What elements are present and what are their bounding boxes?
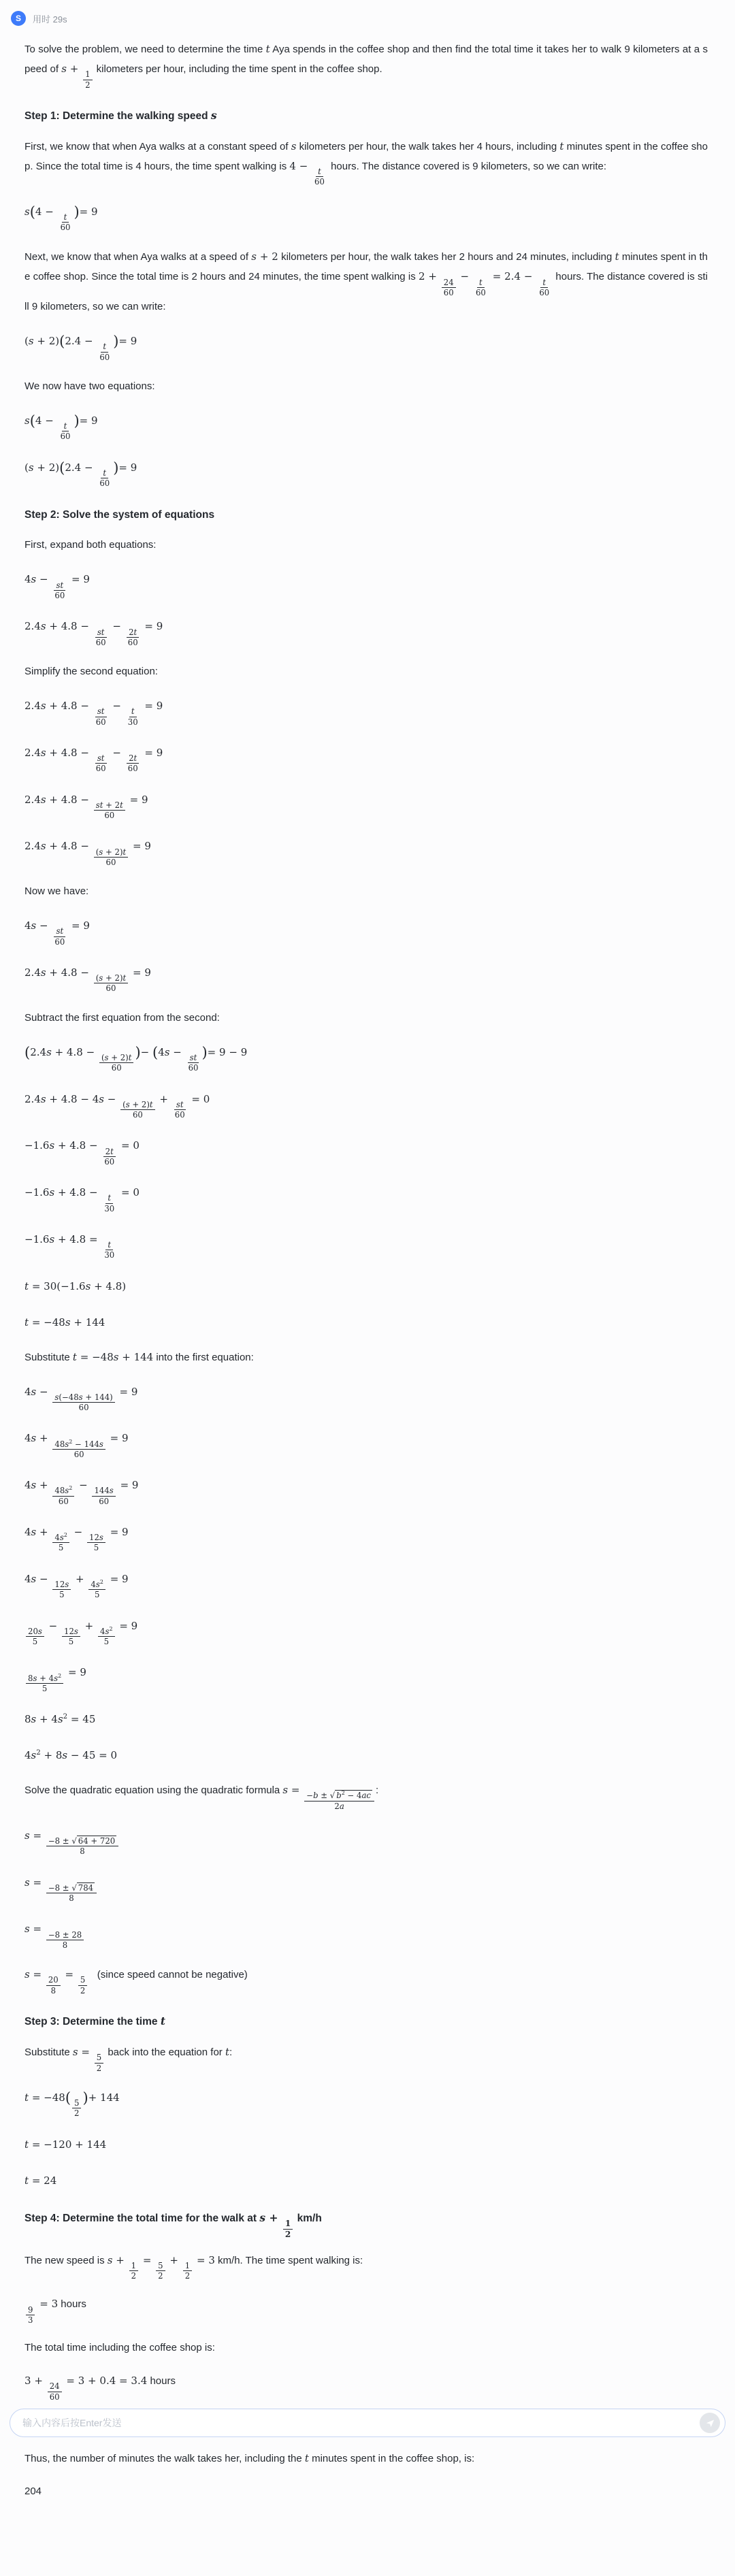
equation	[24, 955, 708, 1002]
equation	[24, 1175, 708, 1222]
equation	[24, 1467, 708, 1514]
equation	[24, 2080, 708, 2127]
equation	[24, 1374, 708, 1421]
formula: s = $\frac{-8 \pm 28}{8}$	[24, 1923, 85, 1935]
formula: 4s − $\frac{s(-48s + 144)}{60}$ = 9	[24, 1385, 138, 1413]
equation	[24, 1420, 708, 1467]
formula: 2 + $\frac{24}{60}$ − $\frac{t}{60}$ = 2.4 − $\frac{t}{60}$	[418, 270, 550, 297]
equation	[24, 1701, 708, 1738]
paragraph: First, expand both equations:	[24, 539, 157, 551]
formula: −1.6s + 4.8 − $\frac{2t}{60}$ = 0	[24, 1139, 140, 1167]
equation	[24, 450, 708, 497]
formula: 3 + $\frac{24}{60}$ = 3 + 0.4 = 3.4	[24, 2375, 148, 2402]
message-header	[11, 10, 708, 27]
paragraph: Subtract the first equation from the second:	[24, 1011, 220, 1024]
equation	[24, 688, 708, 735]
send-button[interactable]	[700, 2413, 720, 2433]
paragraph: Simplify the second equation:	[24, 666, 158, 678]
formula: s(4 − $\frac{t}{60}$ )= 9	[24, 412, 98, 442]
paragraph: To solve the problem, we need to determine the time t Aya spends in the coffee shop and then find the total time it takes her to walk 9 kilometers at a speed of s + $\frac{1}{2}$ kilometers per hour, including the time spent in the coffee shop.	[24, 43, 708, 90]
paragraph: 204	[24, 2485, 42, 2497]
formula: s = $\frac{-b \pm √ b^2 - 4ac}{2a}$	[282, 1784, 376, 1796]
chat-input-bar	[10, 2409, 725, 2437]
assistant-avatar: S	[11, 11, 26, 26]
step-heading: Step 2: Solve the system of equations	[24, 509, 215, 521]
formula: 4s + $\frac{48s^2 - 144s}{60}$ = 9	[24, 1432, 129, 1459]
formula: s + $\frac{1}{2}$ = $\frac{5}{2}$ + $\frac{1}{2}$ = 3	[107, 2253, 215, 2281]
formula: (s + 2)(2.4 − $\frac{t}{60}$ )= 9	[24, 333, 137, 362]
equation	[24, 1865, 708, 1912]
formula: (s + 2)(2.4 − $\frac{t}{60}$ )= 9	[24, 459, 137, 489]
equation	[24, 608, 708, 655]
equation	[24, 1222, 708, 1269]
formula: s = $\frac{-8 \pm √ 64 + 720}{8}$	[24, 1829, 120, 1842]
equation	[24, 561, 708, 608]
formula: s	[210, 108, 217, 122]
formula: 2.4s + 4.8 − $\frac{st}{60}$ − $\frac{t}{30}$ = 9	[24, 700, 163, 727]
equation	[24, 323, 708, 370]
equation	[24, 2163, 708, 2199]
formula: (2.4s + 4.8 − $\frac{(s + 2)t}{60}$ )− (4s − $\frac{st}{60}$ )= 9 − 9	[24, 1044, 248, 1073]
equation	[24, 1269, 708, 1305]
formula: t = 24	[24, 2174, 57, 2187]
formula: 2.4s + 4.8 − $\frac{(s + 2)t}{60}$ = 9	[24, 966, 151, 994]
paragraph: The total time including the coffee shop is:	[24, 2342, 215, 2354]
formula: $8s + 4s^2 = 45$	[24, 1713, 96, 1726]
equation	[24, 1608, 708, 1655]
equation	[24, 735, 708, 782]
formula: t	[304, 2451, 309, 2464]
formula: −1.6s + 4.8 = $\frac{t}{30}$	[24, 1233, 115, 1260]
paragraph: The new speed is s + $\frac{1}{2}$ = $\frac{5}{2}$ + $\frac{1}{2}$ = 3 km/h. The time spent walking is:	[24, 2253, 363, 2281]
equation	[24, 2127, 708, 2163]
formula: 2.4s + 4.8 − $\frac{(s + 2)t}{60}$ = 9	[24, 840, 151, 867]
paragraph: We now have two equations:	[24, 380, 155, 392]
formula: t = −48s + 144	[24, 1316, 105, 1328]
formula: s + $\frac{1}{2}$	[61, 63, 93, 75]
paragraph: Now we have:	[24, 885, 89, 898]
formula: s(4 − $\frac{t}{60}$ )= 9	[24, 203, 98, 233]
formula: t	[160, 2015, 165, 2027]
formula: s = $\frac{-8 \pm √ 784}{8}$	[24, 1876, 98, 1889]
equation	[24, 1738, 708, 1774]
equation	[24, 782, 708, 829]
equation	[24, 828, 708, 875]
formula: 4s + $\frac{48s^2}{60}$ − $\frac{144s}{60}$ = 9	[24, 1479, 139, 1506]
formula: $4s^2 + 8s - 45 = 0$	[24, 1749, 118, 1762]
equation	[24, 1514, 708, 1561]
formula: s = $\frac{20}{8}$ = $\frac{5}{2}$	[24, 1968, 88, 1980]
formula: 4s − $\frac{st}{60}$ = 9	[24, 919, 90, 947]
paragraph: Next, we know that when Aya walks at a speed of s + 2 kilometers per hour, the walk takes her 2 hours and 24 minutes, including t minutes spent in the coffee shop. Since the total time is 2 hours and 24 minutes, the time spent walking is 2 + $\frac{24}{60}$ − $\frac{t}{60}$ = 2.4 − $\frac{t}{60}$ hours. The distance covered is still 9 kilometers, so we can write:	[24, 250, 708, 313]
equation	[24, 1561, 708, 1608]
formula: 4s + $\frac{4s^2}{5}$ − $\frac{12s}{5}$ = 9	[24, 1525, 129, 1553]
paragraph: First, we know that when Aya walks at a constant speed of s kilometers per hour, the walk takes her 4 hours, including t minutes spent in the coffee shop. Since the total time is 4 hours, the time spent walking is 4 − $\frac{t}{60}$ hours. The distance covered is 9 kilometers, so we can write:	[24, 140, 708, 187]
equation	[24, 1034, 708, 1081]
formula: t	[225, 2046, 229, 2058]
equation	[24, 908, 708, 955]
formula: t	[615, 250, 619, 263]
paragraph: 3 + $\frac{24}{60}$ = 3 + 0.4 = 3.4 hours	[24, 2375, 176, 2402]
paragraph: s = $\frac{20}{8}$ = $\frac{5}{2}$ (since speed cannot be negative)	[24, 1968, 248, 1995]
formula: 2.4s + 4.8 − $\frac{st}{60}$ − $\frac{2t}{60}$ = 9	[24, 746, 163, 774]
formula: $\frac{9}{3}$ = 3	[24, 2298, 58, 2310]
paragraph: Substitute s = $\frac{5}{2}$ back into the equation for t:	[24, 2046, 233, 2073]
formula: $\frac{8s + 4s^2}{5}$ = 9	[24, 1666, 86, 1678]
formula: 2.4s + 4.8 − $\frac{st + 2t}{60}$ = 9	[24, 793, 148, 821]
formula: s	[291, 140, 297, 152]
equation	[24, 1818, 708, 1865]
paragraph: Substitute t = −48s + 144 into the first equation:	[24, 1350, 254, 1363]
formula: t = 30(−1.6s + 4.8)	[24, 1279, 127, 1292]
formula: t = −120 + 144	[24, 2138, 107, 2151]
formula: t	[265, 43, 270, 55]
paragraph: Solve the quadratic equation using the quadratic formula s = $\frac{-b \pm √ b^2 - 4ac}{2a}$ :	[24, 1784, 379, 1811]
formula: −1.6s + 4.8 − $\frac{t}{30}$ = 0	[24, 1186, 140, 1213]
step-heading: Step 4: Determine the total time for the walk at s + $\frac{1}{2}$ km/h	[24, 2211, 322, 2239]
formula: t	[559, 140, 564, 152]
formula: 2.4s + 4.8 − $\frac{st}{60}$ − $\frac{2t}{60}$ = 9	[24, 620, 163, 647]
step-heading: Step 1: Determine the walking speed s	[24, 108, 217, 122]
formula: 4 − $\frac{t}{60}$	[289, 159, 325, 187]
assistant-message-body	[24, 33, 708, 2508]
chat-input[interactable]	[21, 2417, 700, 2429]
formula: t = −48( $\frac{5}{2}$ )+ 144	[24, 2089, 120, 2119]
equation	[24, 1911, 708, 1958]
equation	[24, 1128, 708, 1175]
formula: 4s − $\frac{12s}{5}$ + $\frac{4s^2}{5}$ = 9	[24, 1572, 129, 1600]
formula: s + $\frac{1}{2}$	[259, 2211, 294, 2224]
elapsed-time-label: 用时 29s	[33, 14, 67, 25]
formula: 4s − $\frac{st}{60}$ = 9	[24, 573, 90, 600]
paragraph: $\frac{9}{3}$ = 3 hours	[24, 2287, 708, 2332]
equation	[24, 1654, 708, 1701]
equation	[24, 403, 708, 450]
formula: t = −48s + 144	[72, 1350, 154, 1363]
formula: s + 2	[251, 250, 278, 263]
equation	[24, 194, 708, 241]
equation	[24, 1305, 708, 1341]
send-icon	[705, 2418, 715, 2428]
formula: s = $\frac{5}{2}$	[73, 2046, 105, 2058]
formula: $\frac{20s}{5}$ − $\frac{12s}{5}$ + $\frac{4s^2}{5}$ = 9	[24, 1620, 137, 1632]
formula: 2.4s + 4.8 − 4s − $\frac{(s + 2)t}{60}$ + $\frac{st}{60}$ = 0	[24, 1092, 210, 1120]
equation	[24, 1081, 708, 1128]
step-heading: Step 3: Determine the time t	[24, 2015, 165, 2027]
paragraph: Thus, the number of minutes the walk takes her, including the t minutes spent in the coffee shop, is:	[24, 2451, 475, 2464]
